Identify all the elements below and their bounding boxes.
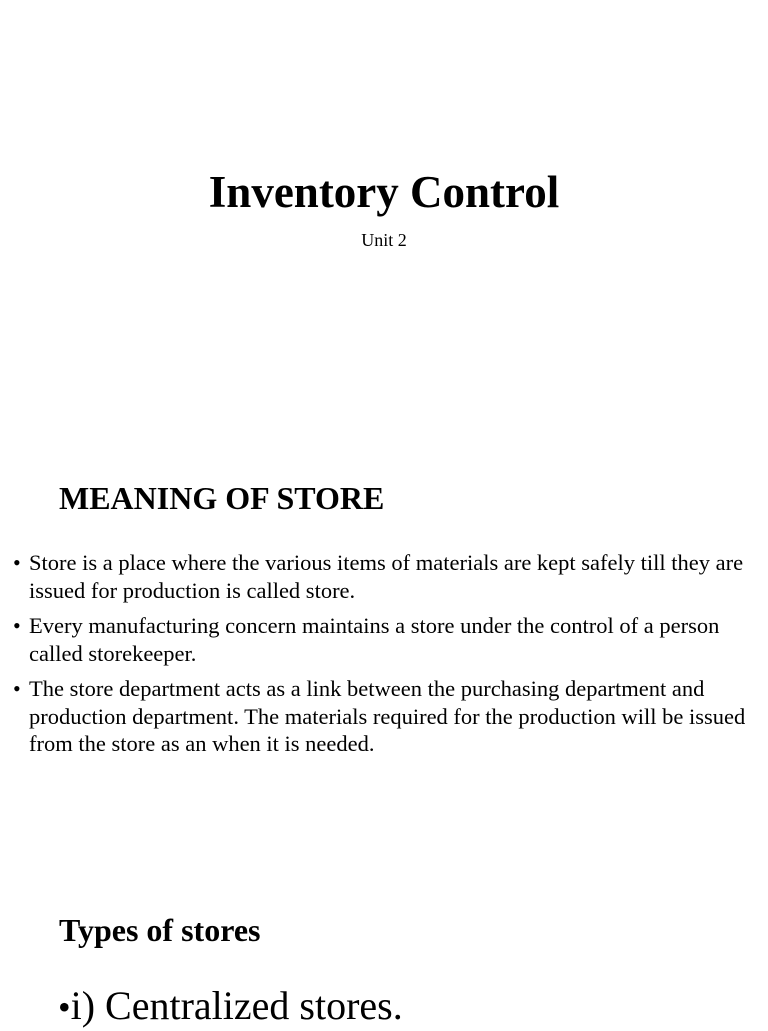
types-of-stores-heading: Types of stores <box>59 912 261 948</box>
slide-title: Inventory Control <box>208 167 560 217</box>
slide-subtitle: Unit 2 <box>361 230 407 250</box>
list-item <box>0 612 760 667</box>
bullet-text: Every manufacturing concern maintains a store under the control of a person called storekeeper. <box>29 613 720 666</box>
meaning-bullet-list <box>0 549 760 766</box>
bullet-icon: • <box>13 676 21 701</box>
bullet-text: The store department acts as a link between the purchasing department and production department. The materials required for the production will be issued from the store as an when it is needed. <box>29 676 746 756</box>
list-item <box>0 549 760 604</box>
bullet-text: Store is a place where the various items of materials are kept safely till they are issued for production is called store. <box>29 550 744 603</box>
types-item-text: i) Centralized stores. <box>70 983 403 1028</box>
bullet-icon: • <box>13 613 21 638</box>
meaning-of-store-heading: MEANING OF STORE <box>59 480 385 516</box>
bullet-icon: • <box>58 987 71 1027</box>
list-item <box>0 675 760 758</box>
bullet-icon: • <box>13 550 21 575</box>
